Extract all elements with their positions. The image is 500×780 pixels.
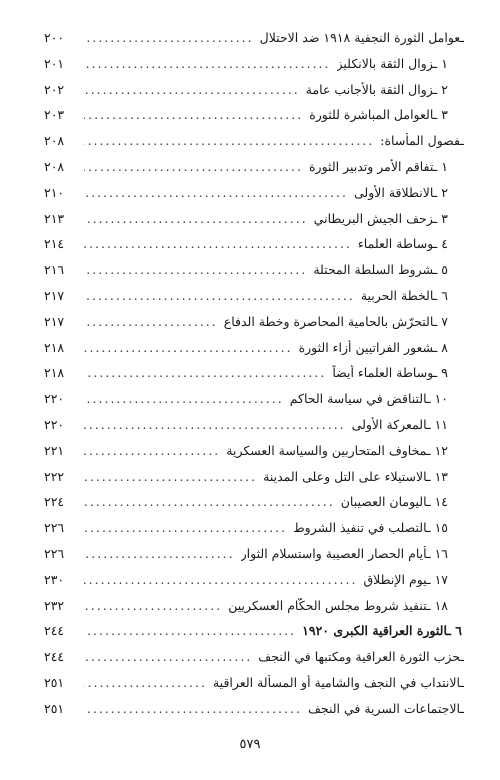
toc-entry-page: ٢٤٤ bbox=[44, 623, 65, 639]
toc-entry-title: ٧ ـالتحرّش بالحامية المحاصرة وخطة الدفاع bbox=[223, 313, 448, 329]
toc-entry-page: ٢١٨ bbox=[44, 365, 65, 381]
toc-entry bbox=[44, 133, 464, 159]
toc-entry bbox=[44, 314, 464, 340]
toc-entry-page: ٢٢٦ bbox=[44, 520, 65, 536]
toc-entry bbox=[44, 236, 464, 262]
toc-entry-title: ١٢ ـمخاوف المتحاربين والسياسة العسكرية bbox=[226, 442, 448, 458]
toc-entry-page: ٢١٨ bbox=[44, 339, 65, 355]
dot-leader bbox=[84, 675, 207, 690]
toc-entry bbox=[44, 56, 464, 82]
toc-entry-title: ٩ ـوساطة العلماء أيضاً bbox=[332, 365, 448, 381]
toc-entry-title: ٣ ـزحف الجيش البريطاني bbox=[313, 210, 448, 226]
dot-leader bbox=[84, 391, 284, 406]
dot-leader bbox=[84, 262, 307, 277]
toc-entry-title: ١ ـزوال الثقة بالانكليز bbox=[336, 55, 448, 71]
toc-entry-title: ١٦ ـأيام الحصار العصيبة واستسلام الثوار bbox=[240, 545, 448, 561]
toc-entry-title: ٦ ـالثورة العراقية الكبرى ١٩٢٠ bbox=[302, 623, 462, 639]
toc-entry-title: ١٣ ـالاستيلاء على التل وعلى المدينة bbox=[263, 468, 448, 484]
toc-entry bbox=[44, 159, 464, 185]
dot-leader bbox=[84, 159, 303, 174]
toc-entry-title: ٢ ـزوال الثقة بالأجانب عامة bbox=[305, 81, 448, 97]
toc-entry-page: ٢٢٠ bbox=[44, 416, 65, 432]
toc-entry-title: ـالانتداب في النجف والشامية أو المسألة العراقية bbox=[212, 674, 464, 690]
dot-leader bbox=[84, 56, 331, 71]
dot-leader bbox=[84, 107, 303, 122]
toc-entry bbox=[44, 107, 464, 133]
toc-entry-page: ٢٣٢ bbox=[44, 597, 65, 613]
toc-entry bbox=[44, 340, 464, 366]
toc-entry bbox=[44, 82, 464, 108]
dot-leader bbox=[84, 288, 355, 303]
toc-entry-title: ٦ ـالخطة الحربية bbox=[360, 287, 448, 303]
toc-entry bbox=[44, 572, 464, 598]
toc-entry bbox=[44, 546, 464, 572]
toc-entry-page: ٢٠٨ bbox=[44, 133, 65, 149]
toc-entry bbox=[44, 469, 464, 495]
dot-leader bbox=[84, 185, 348, 200]
dot-leader bbox=[84, 82, 300, 97]
toc-entry-title: ٢ ـالانطلاقة الأولى bbox=[354, 184, 448, 200]
toc-entry-page: ٢٢٠ bbox=[44, 391, 65, 407]
dot-leader bbox=[84, 443, 220, 458]
toc-entry-page: ٢٢١ bbox=[44, 442, 65, 458]
toc-entry-title: ١٥ ـالتصلب في تنفيذ الشروط bbox=[293, 520, 448, 536]
toc-entry-page: ٢٢٤ bbox=[44, 494, 65, 510]
dot-leader bbox=[84, 340, 293, 355]
toc-entry-title: ١٨ ـتنفيذ شروط مجلس الحكّام العسكريين bbox=[228, 597, 448, 613]
dot-leader bbox=[84, 211, 308, 226]
toc-entry-page: ٢٠٨ bbox=[44, 158, 65, 174]
toc-entry-page: ٢٣٠ bbox=[44, 571, 65, 587]
toc-entry bbox=[44, 365, 464, 391]
toc-entry-page: ٢٠١ bbox=[44, 55, 65, 71]
page-number: ٥٧٩ bbox=[239, 737, 261, 752]
dot-leader bbox=[84, 469, 257, 484]
toc-entry bbox=[44, 185, 464, 211]
toc-entry bbox=[44, 494, 464, 520]
dot-leader bbox=[84, 365, 326, 380]
toc-entry bbox=[44, 623, 464, 649]
dot-leader bbox=[84, 701, 302, 716]
dot-leader bbox=[84, 236, 352, 251]
toc-entry bbox=[44, 211, 464, 237]
toc-entry-page: ٢٥١ bbox=[44, 674, 65, 690]
dot-leader bbox=[84, 598, 222, 613]
dot-leader bbox=[84, 520, 287, 535]
toc-entry-title: ١١ ـالمعركة الأولى bbox=[351, 416, 448, 432]
toc-entry bbox=[44, 443, 464, 469]
toc-entry-page: ٢٥١ bbox=[44, 700, 65, 716]
toc-entry-page: ٢١٦ bbox=[44, 262, 65, 278]
toc-entry-page: ٢١٤ bbox=[44, 236, 65, 252]
dot-leader bbox=[84, 133, 374, 148]
dot-leader bbox=[84, 649, 252, 664]
toc-entry-page: ٢١٠ bbox=[44, 184, 65, 200]
toc-entry bbox=[44, 675, 464, 701]
toc-entry-title: ١٠ ـالتناقض في سياسة الحاكم bbox=[289, 391, 448, 407]
toc-entry-title: ٨ ـشعور الفراتيين أزاء الثورة bbox=[298, 339, 448, 355]
toc-entry-title: ١٤ ـاليومان العصيبان bbox=[340, 494, 448, 510]
toc-entry-title: ـفصول المأساة: bbox=[380, 133, 464, 149]
toc-entry bbox=[44, 391, 464, 417]
toc-entry-page: ٢٢٦ bbox=[44, 545, 65, 561]
toc-entry bbox=[44, 649, 464, 675]
toc-entry bbox=[44, 288, 464, 314]
dot-leader bbox=[84, 572, 357, 587]
toc-entry bbox=[44, 520, 464, 546]
toc-entry-page: ٢١٧ bbox=[44, 313, 65, 329]
dot-leader bbox=[84, 314, 218, 329]
toc-entry bbox=[44, 262, 464, 288]
toc-entry-page: ٢٤٤ bbox=[44, 649, 65, 665]
toc-entry-title: ٣ ـالعوامل المباشرة للثورة bbox=[309, 107, 448, 123]
toc-entry bbox=[44, 417, 464, 443]
toc-entry-page: ٢٠٣ bbox=[44, 107, 65, 123]
toc-entry-title: ـعوامل الثورة النجفية ١٩١٨ ضد الاحتلال bbox=[259, 30, 464, 45]
toc-entry bbox=[44, 701, 464, 727]
toc-entry-title: ـالاجتماعات السرية في النجف bbox=[307, 700, 464, 716]
toc-entry-page: ٢٠٢ bbox=[44, 81, 65, 97]
toc-entry-title: ١ ـتفاقم الأمر وتدبير الثورة bbox=[309, 158, 448, 174]
toc-entry-page: ٢١٣ bbox=[44, 210, 65, 226]
toc-entry-title: ٥ ـشروط السلطة المحتلة bbox=[313, 262, 448, 278]
dot-leader bbox=[84, 417, 346, 432]
dot-leader bbox=[84, 546, 235, 561]
toc-entry-page: ٢١٧ bbox=[44, 287, 65, 303]
dot-leader bbox=[84, 623, 296, 638]
toc-entry-page: ٢٠٠ bbox=[44, 30, 65, 45]
dot-leader bbox=[84, 30, 254, 45]
toc-entry-title: ٤ ـوساطة العلماء bbox=[357, 236, 448, 252]
toc-entry-title: ـحزب الثورة العراقية ومكتبها في النجف bbox=[258, 649, 464, 665]
toc-entry-title: ١٧ ـيوم الإنطلاق bbox=[363, 571, 448, 587]
toc-entry bbox=[44, 30, 464, 56]
toc-entry bbox=[44, 598, 464, 624]
toc-entry-page: ٢٢٢ bbox=[44, 468, 65, 484]
table-of-contents bbox=[44, 30, 464, 727]
dot-leader bbox=[84, 494, 335, 509]
